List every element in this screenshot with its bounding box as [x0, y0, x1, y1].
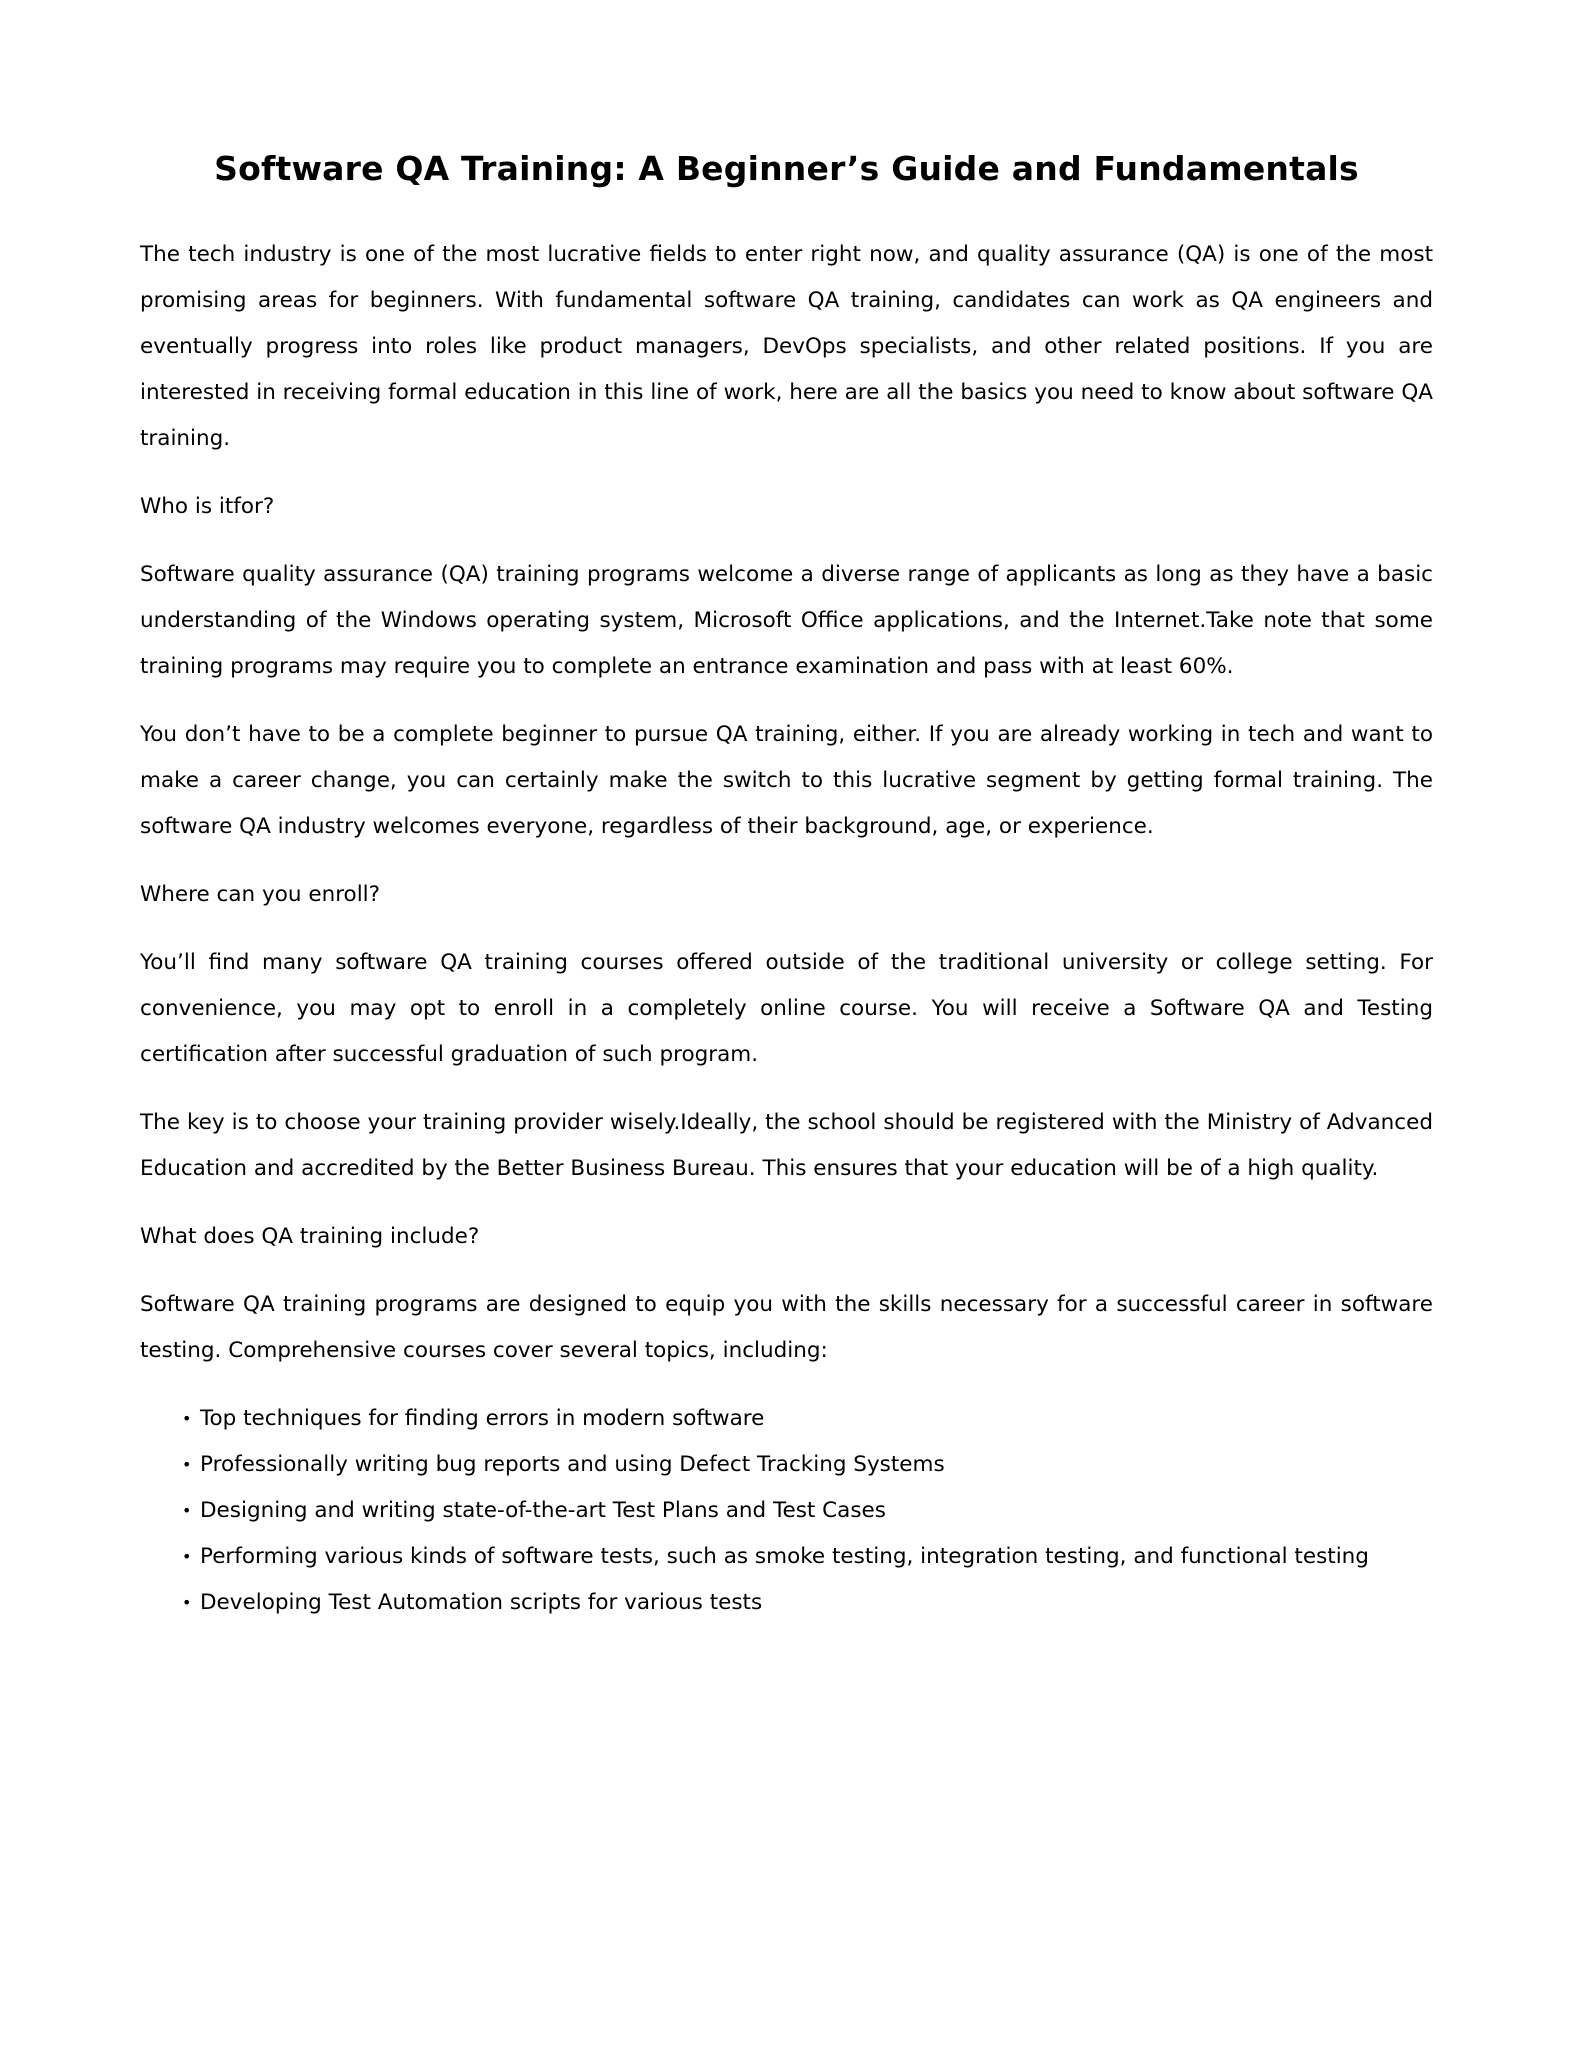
bullet-icon: • — [182, 1547, 192, 1566]
list-item — [140, 1534, 1433, 1580]
list-item — [140, 1396, 1433, 1442]
list-item — [140, 1580, 1433, 1626]
list-item-text: Developing Test Automation scripts for various tests — [200, 1590, 763, 1615]
bullet-icon: • — [182, 1501, 192, 1520]
bullet-icon: • — [182, 1593, 192, 1612]
document-title: Software QA Training: A Beginner’s Guide and Fundamentals — [214, 149, 1359, 188]
list-item-text: Performing various kinds of software tests, such as smoke testing, integration testing, and functional testing — [200, 1544, 1369, 1569]
paragraph-include-intro: Software QA training programs are designed to equip you with the skills necessary for a successful career in software testing. Comprehensive courses cover several topics, including: — [140, 1292, 1433, 1363]
paragraph-where-provider: The key is to choose your training provider wisely.Ideally, the school should be registered with the Ministry of Advanced Education and accredited by the Better Business Bureau. This ensures that your education will be of a high quality. — [140, 1110, 1433, 1181]
paragraph-where-courses: You’ll find many software QA training courses offered outside of the traditional university or college setting. For convenience, you may opt to enroll in a completely online course. You will receive a Software QA and Testing certification after successful graduation of such program. — [140, 950, 1433, 1067]
bullet-icon: • — [182, 1409, 192, 1428]
paragraph-who-career-change: You don’t have to be a complete beginner to pursue QA training, either. If you are already working in tech and want to make a career change, you can certainly make the switch to this lucrative segment by getting formal training. The software QA industry welcomes everyone, regardless of their background, age, or experience. — [140, 722, 1433, 839]
list-item — [140, 1442, 1433, 1488]
list-item-text: Designing and writing state-of-the-art Test Plans and Test Cases — [200, 1498, 886, 1523]
topics-list — [140, 1396, 1433, 1626]
list-item — [140, 1488, 1433, 1534]
list-item-text: Professionally writing bug reports and using Defect Tracking Systems — [200, 1452, 945, 1477]
bullet-icon: • — [182, 1455, 192, 1474]
paragraph-intro: The tech industry is one of the most lucrative fields to enter right now, and quality assurance (QA) is one of the most promising areas for beginners. With fundamental software QA training, candidates can work as QA engineers and eventually progress into roles like product managers, DevOps specialists, and other related positions. If you are interested in receiving formal education in this line of work, here are all the basics you need to know about software QA training. — [140, 242, 1433, 451]
heading-what-does-qa-training-include: What does QA training include? — [140, 1224, 480, 1249]
heading-where-can-you-enroll: Where can you enroll? — [140, 882, 381, 907]
list-item-text: Top techniques for finding errors in modern software — [200, 1406, 765, 1431]
paragraph-who-requirements: Software quality assurance (QA) training programs welcome a diverse range of applicants as long as they have a basic understanding of the Windows operating system, Microsoft Office applications, and the Internet.Take note that some training programs may require you to complete an entrance examination and pass with at least 60%. — [140, 562, 1433, 679]
heading-who-is-it-for: Who is itfor? — [140, 494, 275, 519]
